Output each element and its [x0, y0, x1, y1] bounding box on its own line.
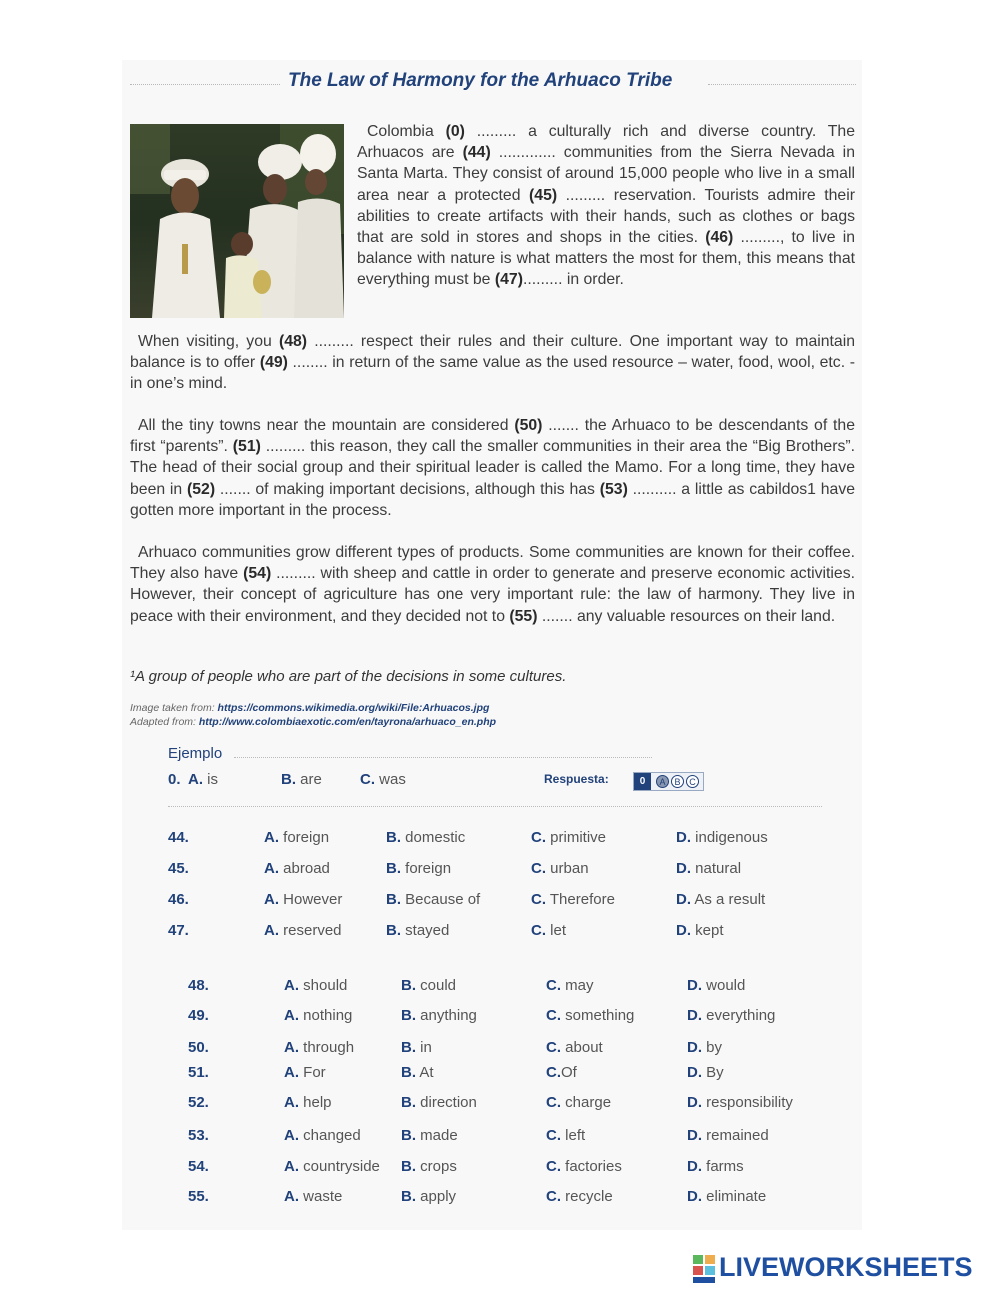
answer-option-c[interactable] — [546, 1188, 613, 1205]
answer-box — [633, 772, 704, 791]
option-letter: A. — [284, 1127, 299, 1144]
answer-option-d[interactable] — [687, 1064, 724, 1081]
option-text: recycle — [561, 1188, 613, 1205]
option-text: direction — [416, 1094, 477, 1111]
option-text: factories — [561, 1158, 622, 1175]
option-text: anything — [416, 1007, 477, 1024]
answer-bubble-a: A — [656, 775, 669, 788]
example-divider — [234, 757, 652, 758]
credit-link[interactable]: https://commons.wikimedia.org/wiki/File:Arhuacos.jpg — [217, 702, 490, 714]
answer-option-a[interactable] — [284, 977, 347, 994]
option-letter: C. — [546, 1094, 561, 1111]
answer-option-c[interactable] — [531, 829, 606, 846]
option-text: By — [702, 1064, 724, 1081]
answer-option-b[interactable] — [401, 1127, 458, 1144]
option-letter: A. — [284, 1158, 299, 1175]
option-letter: D. — [687, 1039, 702, 1056]
option-text: something — [561, 1007, 635, 1024]
option-letter: D. — [676, 922, 691, 939]
blank-number: (51) — [232, 438, 261, 456]
footnote: ¹A group of people who are part of the decisions in some cultures. — [130, 668, 567, 685]
option-text: foreign — [401, 860, 452, 877]
blank-number: (54) — [243, 565, 272, 583]
answer-option-b[interactable] — [401, 1158, 457, 1175]
answer-option-a[interactable] — [284, 1188, 342, 1205]
answer-option-d[interactable] — [687, 1188, 766, 1205]
answer-option-d[interactable] — [687, 1158, 744, 1175]
answer-option-d[interactable] — [687, 1007, 775, 1024]
credit-label: Image taken from: — [130, 702, 218, 714]
question-number: 50. — [188, 1039, 209, 1056]
blank-number: (49) — [259, 354, 288, 372]
option-letter: B. — [401, 977, 416, 994]
option-letter: C. — [546, 1188, 561, 1205]
option-letter: A. — [284, 1064, 299, 1081]
option-letter: C. — [531, 860, 546, 877]
option-letter: B. — [401, 1188, 416, 1205]
source-credit — [130, 716, 496, 728]
answer-option-a[interactable] — [284, 1007, 352, 1024]
answer-option-d[interactable] — [687, 1094, 793, 1111]
answer-option-c[interactable] — [546, 1158, 622, 1175]
answer-option-b[interactable] — [386, 829, 465, 846]
paragraph-3: All the tiny towns near the mountain are considered (50) ....... the Arhuaco to be descendants of the first “parents”. (51) ......... this reason, they call the smaller communities in their area the “Big Brothers”. The head of their social group and their spiritual leader is called the Mamo. For a long time, they have been in (52) ....... of making important decisions, although this has (53) .......... a little as cabildos1 have gotten more important in the process. — [130, 417, 855, 519]
answer-option-a[interactable] — [264, 829, 329, 846]
option-text: responsibility — [702, 1094, 793, 1111]
option-text: Therefore — [546, 891, 615, 908]
option-text: by — [702, 1039, 723, 1056]
option-text: stayed — [401, 922, 450, 939]
question-number: 46. — [168, 891, 189, 908]
question-number: 44. — [168, 829, 189, 846]
answer-option-b[interactable] — [386, 860, 451, 877]
blank-number: (47) — [494, 271, 523, 289]
option-letter: A. — [264, 829, 279, 846]
option-letter: D. — [687, 1064, 702, 1081]
option-letter: D. — [687, 1127, 702, 1144]
option-text: apply — [416, 1188, 457, 1205]
credit-link[interactable]: http://www.colombiaexotic.com/en/tayrona/arhuaco_en.php — [198, 716, 497, 728]
answer-option-a[interactable] — [264, 922, 342, 939]
option-letter: A. — [264, 922, 279, 939]
answer-option-b[interactable] — [401, 1094, 477, 1111]
credit-label: Adapted from: — [130, 716, 199, 728]
question-number: 49. — [188, 1007, 209, 1024]
question-number: 47. — [168, 922, 189, 939]
option-letter: D. — [676, 829, 691, 846]
question-number: 52. — [188, 1094, 209, 1111]
title-divider-left — [130, 84, 280, 85]
option-letter: D. — [676, 860, 691, 877]
option-text: nothing — [299, 1007, 353, 1024]
question-number: 53. — [188, 1127, 209, 1144]
option-text: about — [561, 1039, 603, 1056]
option-text: should — [299, 977, 348, 994]
answer-option-a[interactable] — [284, 1158, 380, 1175]
option-letter: C. — [531, 922, 546, 939]
option-letter: C. — [546, 1039, 561, 1056]
option-text: primitive — [546, 829, 607, 846]
answer-option-d[interactable] — [687, 1039, 722, 1056]
option-letter: C. — [531, 829, 546, 846]
option-letter: B. — [401, 1094, 416, 1111]
answer-option-b[interactable] — [386, 922, 449, 939]
option-letter: D. — [687, 1188, 702, 1205]
arhuaco-photo — [130, 124, 344, 318]
answer-option-c[interactable] — [531, 860, 589, 877]
answer-option-b[interactable] — [401, 1064, 434, 1081]
option-letter: D. — [676, 891, 691, 908]
option-text: help — [299, 1094, 332, 1111]
option-letter: B. — [386, 860, 401, 877]
answer-option-c[interactable] — [546, 1064, 577, 1081]
answer-bubble-c: C — [686, 775, 699, 788]
option-letter: A. — [264, 891, 279, 908]
blank-number: (46) — [705, 229, 734, 247]
option-text: crops — [416, 1158, 457, 1175]
option-letter: B. — [386, 891, 401, 908]
option-text: As a result — [691, 891, 766, 908]
option-letter: A. — [264, 860, 279, 877]
answer-bubble-b: B — [671, 775, 684, 788]
image-credit — [130, 702, 489, 714]
option-text: natural — [691, 860, 742, 877]
question-number: 51. — [188, 1064, 209, 1081]
option-text: in — [416, 1039, 432, 1056]
option-letter: A. — [284, 1007, 299, 1024]
example-option-c: C. was — [360, 771, 406, 788]
blank-number: (0) — [445, 123, 465, 140]
option-letter: C. — [546, 1007, 561, 1024]
option-letter: B. — [386, 829, 401, 846]
answer-option-c[interactable] — [546, 1127, 585, 1144]
blank-number: (48) — [278, 333, 308, 350]
option-letter: C. — [546, 1158, 561, 1175]
option-text: would — [702, 977, 746, 994]
answer-option-b[interactable] — [401, 1039, 432, 1056]
option-text: left — [561, 1127, 586, 1144]
option-text: eliminate — [702, 1188, 767, 1205]
liveworksheets-wordmark: LIVEWORKSHEETS — [719, 1252, 973, 1282]
answer-option-d[interactable] — [687, 977, 745, 994]
example-heading: Ejemplo — [168, 745, 223, 762]
option-letter: B. — [401, 1007, 416, 1024]
answer-option-a[interactable] — [264, 891, 342, 908]
option-letter: B. — [401, 1158, 416, 1175]
answer-option-a[interactable] — [284, 1064, 326, 1081]
question-number: 55. — [188, 1188, 209, 1205]
answer-option-d[interactable] — [687, 1127, 769, 1144]
option-text: everything — [702, 1007, 776, 1024]
blank-number: (50) — [514, 417, 543, 434]
option-text: farms — [702, 1158, 744, 1175]
option-letter: D. — [687, 1094, 702, 1111]
answer-option-c[interactable] — [531, 891, 615, 908]
answer-zero: 0 — [634, 773, 651, 790]
option-text: urban — [546, 860, 589, 877]
option-letter: B. — [386, 922, 401, 939]
answer-option-a[interactable] — [284, 1039, 354, 1056]
answer-option-c[interactable] — [546, 1039, 603, 1056]
example-divider-bottom — [168, 806, 822, 807]
blank-number: (52) — [187, 480, 216, 498]
answer-option-c[interactable] — [531, 922, 566, 939]
answer-option-b[interactable] — [401, 1188, 456, 1205]
option-text: may — [561, 977, 594, 994]
paragraph-4: Arhuaco communities grow different types of products. Some communities are known for their coffee. They also have (54) ......... with sheep and cattle in order to generate and preserve economic activities. However, their concept of agriculture has one very important rule: the law of harmony. They live in peace with their environment, and they decided not to (55) ....... any valuable resources on their land. — [130, 544, 855, 625]
answer-option-a[interactable] — [284, 1127, 361, 1144]
question-number: 45. — [168, 860, 189, 877]
option-text: waste — [299, 1188, 343, 1205]
answer-option-d[interactable] — [676, 860, 741, 877]
option-text: Of — [561, 1064, 577, 1081]
option-letter: A. — [284, 1039, 299, 1056]
option-text: For — [299, 1064, 326, 1081]
option-text: Because of — [401, 891, 481, 908]
answer-option-b[interactable] — [401, 1007, 477, 1024]
option-letter: C. — [531, 891, 546, 908]
option-text: let — [546, 922, 567, 939]
option-letter: D. — [687, 1158, 702, 1175]
option-text: kept — [691, 922, 724, 939]
option-text: through — [299, 1039, 355, 1056]
answer-option-c[interactable] — [546, 1094, 611, 1111]
option-letter: A. — [284, 977, 299, 994]
option-text: However — [279, 891, 343, 908]
answer-option-d[interactable] — [676, 829, 768, 846]
blank-number: (55) — [509, 607, 538, 625]
option-letter: B. — [401, 1039, 416, 1056]
example-number: 0. — [168, 771, 181, 788]
option-letter: A. — [284, 1188, 299, 1205]
title-row — [130, 70, 856, 98]
title-divider-right — [708, 84, 856, 85]
option-text: reserved — [279, 922, 342, 939]
option-text: indigenous — [691, 829, 768, 846]
option-letter: B. — [401, 1064, 416, 1081]
answer-label: Respuesta: — [544, 772, 609, 786]
option-text: made — [416, 1127, 458, 1144]
option-letter: B. — [401, 1127, 416, 1144]
option-text: could — [416, 977, 457, 994]
option-text: At — [416, 1064, 434, 1081]
option-letter: A. — [284, 1094, 299, 1111]
answer-option-c[interactable] — [546, 977, 594, 994]
example-option-b: B. are — [281, 771, 322, 788]
page-title: The Law of Harmony for the Arhuaco Tribe — [288, 70, 673, 91]
option-text: foreign — [279, 829, 330, 846]
option-text: abroad — [279, 860, 330, 877]
paragraph-1: Colombia (0) ......... a culturally rich and diverse country. The Arhuacos are (44) ............. communities from the Sierra Nevada in Santa Marta. They consist of around 15,000 people who live in a small area near a protected (45) ......... reservation. Tourists admire their abilities to create artifacts with their hands, such as clothes or bags that are sold in stores and shops in the cities. (46) ........., to live in balance with nature is what matters the most for them, this means that everything must be (47)......... in order. — [357, 123, 855, 289]
option-letter: D. — [687, 1007, 702, 1024]
option-letter: C. — [546, 1064, 561, 1081]
option-text: remained — [702, 1127, 769, 1144]
example-option-a: A. is — [188, 771, 218, 788]
option-letter: C. — [546, 1127, 561, 1144]
blank-number: (45) — [529, 186, 558, 204]
option-letter: C. — [546, 977, 561, 994]
answer-option-d[interactable] — [676, 922, 724, 939]
option-text: countryside — [299, 1158, 380, 1175]
blank-number: (53) — [599, 480, 628, 498]
answer-option-b[interactable] — [386, 891, 480, 908]
option-letter: D. — [687, 977, 702, 994]
blank-number: (44) — [462, 144, 491, 162]
liveworksheets-logo-icon — [693, 1253, 717, 1285]
option-text: domestic — [401, 829, 466, 846]
option-text: charge — [561, 1094, 612, 1111]
answer-option-b[interactable] — [401, 977, 456, 994]
answer-option-d[interactable] — [676, 891, 765, 908]
option-text: changed — [299, 1127, 361, 1144]
answer-option-c[interactable] — [546, 1007, 634, 1024]
answer-option-a[interactable] — [264, 860, 330, 877]
paragraph-2: When visiting, you (48) ......... respect their rules and their culture. One important way to maintain balance is to offer (49) ........ in return of the same value as the used resource – water, food, wool, etc. - in one’s mind. — [130, 333, 856, 393]
question-number: 48. — [188, 977, 209, 994]
answer-option-a[interactable] — [284, 1094, 332, 1111]
question-number: 54. — [188, 1158, 209, 1175]
